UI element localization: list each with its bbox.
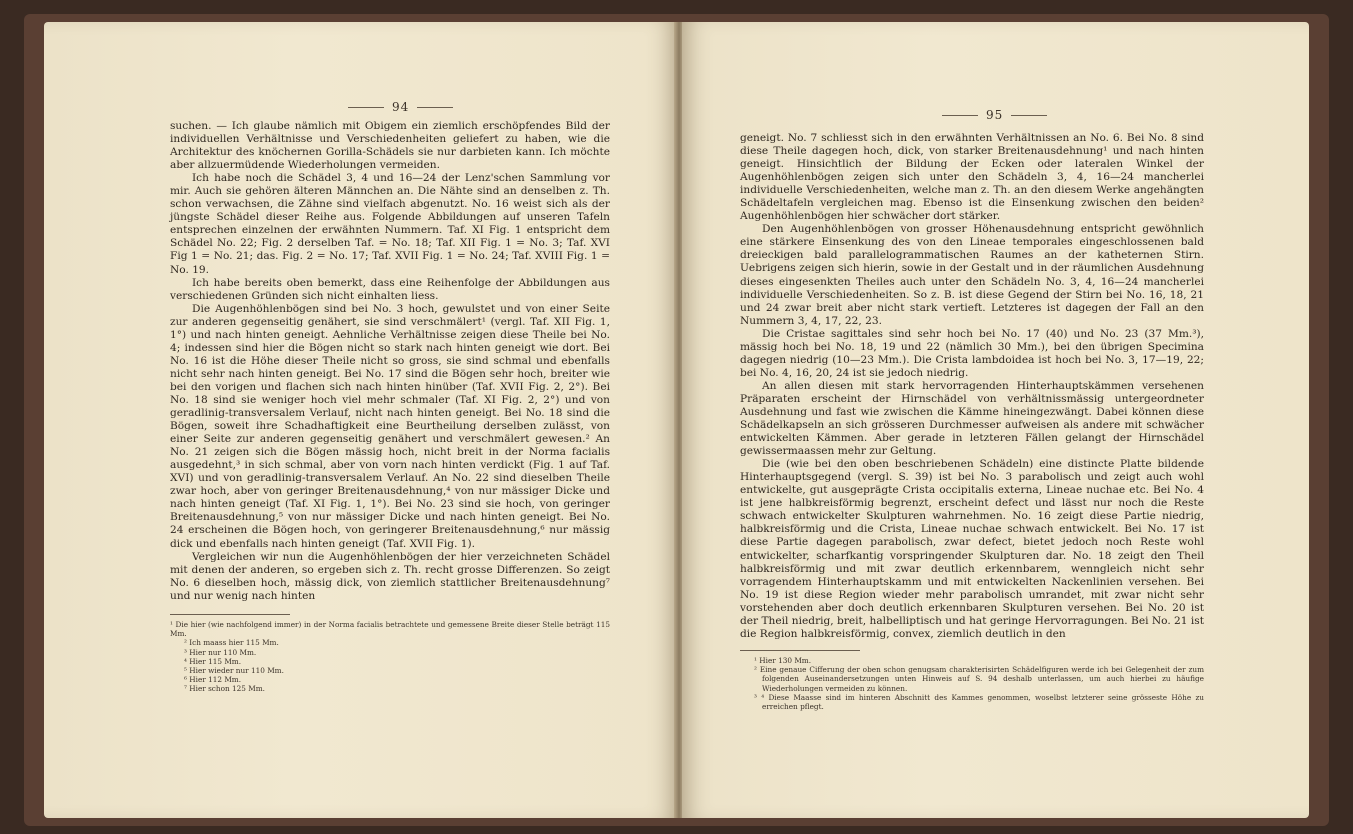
book-spread — [24, 14, 1329, 826]
right-page-body — [740, 132, 1204, 641]
footnote: ⁴ Hier 115 Mm. — [184, 656, 242, 666]
paragraph: Die Augenhöhlenbögen sind bei No. 3 hoch, gewulstet und von einer Seite zur anderen gegenseitig genähert, sie sind verschmälert¹ (vergl. Taf. XII Fig. 1, 1°) und nach hinten geneigt. Aehnliche Verhältnisse zeigen diese Theile bei No. 4; indessen sind hier die Bögen nicht so stark nach hinten geneigt wie dort. Bei No. 16 ist die Höhe dieser Theile nicht so gross, sie sind schmal und ebenfalls nicht sehr nach hinten geneigt. Bei No. 17 sind die Bögen sehr hoch, breiter wie bei den vorigen und flachen sich nach hinten hinüber (Taf. XVII Fig. 2, 2°). Bei No. 18 sind sie weniger hoch viel mehr schmaler (Taf. XI Fig. 2, 2°) und von geradlinig-transversalem Verlauf, nicht nach hinten geneigt. Bei No. 18 sind die Bögen, soweit ihre Schadhaftigkeit eine Beurtheilung derselben zulässt, von einer Seite zur anderen gegenseitig genähert und verschmälert gewesen.² An No. 21 zeigen sich die Bögen mässig hoch, nicht breit in der Norma facialis ausgedehnt,³ in sich schmal, aber von vorn nach hinten verdickt (Fig. 1 auf Taf. XVI) und von geradlinig-transversalem Verlauf. An No. 22 sind dieselben Theile zwar hoch, aber von geringer Breitenausdehnung,⁴ von nur mässiger Dicke und nach hinten geneigt (Taf. XI Fig. 1, 1°). Bei No. 23 sind sie hoch, von geringer Breitenausdehnung,⁵ von nur mässiger Dicke und nach hinten geneigt. Bei No. 24 erscheinen die Bögen hoch, von geringerer Breitenausdehnung,⁶ nur mässig dick und ebenfalls nach hinten geneigt (Taf. XVII Fig. 1). — [170, 302, 610, 550]
paragraph: Den Augenhöhlenbögen von grosser Höhenausdehnung entspricht gewöhnlich eine stärkere Einsenkung des von den Lineae temporales eingeschlossenen bald dreieckigen bald parallelogrammatischen Raumes an der katheternen Stirn. Uebrigens zeigen sich hierin, sowie in der Gestalt und in der räumlichen Ausdehnung dieses eingesenkten Theiles auch unter den Schädeln No. 3, 4, 16—24 mancherlei individuelle Verschiedenheiten. So z. B. ist diese Gegend der Stirn bei No. 16, 18, 21 und 24 zwar breit aber nicht stark vertieft. Letzteres ist dagegen der Fall an den Nummern 3, 4, 17, 22, 23. — [740, 223, 1204, 327]
paragraph: geneigt. No. 7 schliesst sich in den erwähnten Verhältnissen an No. 6. Bei No. 8 sind diese Theile dagegen hoch, dick, von starker Breitenausdehnung¹ und nach hinten geneigt. Hinsichtlich der Bildung der Ecken oder lateralen Winkel der Augenhöhlenbögen zeigen sich unter den Schädeln 3, 4, 16—24 mancherlei individuelle Verschiedenheiten, welche man z. Th. an den diesem Werke angehängten Schädeltafeln vergleichen mag. Ebenso ist die Einsenkung zwischen den beiden² Augenhöhlenbögen hier schwächer dort stärker. — [740, 132, 1204, 223]
footnote: ³ Hier nur 110 Mm. — [184, 647, 257, 657]
paragraph: Die (wie bei den oben beschriebenen Schädeln) eine distincte Platte bildende Hinterhauptsgegend (vergl. S. 39) ist bei No. 3 parabolisch und zeigt auch wohl entwickelte, gut ausgeprägte Crista occipitalis externa, Lineae nuchae etc. Bei No. 4 ist jene halbkreisförmig begrenzt, erscheint defect und lässt nur noch die Reste schwach entwickelter Skulpturen wahrnehmen. No. 16 zeigt diese Partie niedrig, halbkreisförmig und die Crista, Lineae nuchae schwach entwickelt. Bei No. 17 ist diese Partie dagegen parabolisch, zwar defect, bietet jedoch noch Reste wohl entwickelter, scharfkantig vorspringender Skulpturen dar. No. 18 zeigt den Theil halbkreisförmig und mit zwar deutlich erkennbarem, wenngleich nicht sehr vorragendem Hinterhauptskamm und mit entwickelten Nackenlinien versehen. Bei No. 19 ist diese Region wieder mehr parabolisch umrandet, mit zwar nicht sehr vorstehenden aber doch deutlich erkennbaren Skulpturen versehen. Bei No. 20 ist der Theil niedrig, breit, halbelliptisch und hat geringe Hervorragungen. Bei No. 21 ist die Region halbkreisförmig, convex, ziemlich deutlich in den — [740, 458, 1204, 640]
page-number-left: 94 — [340, 100, 461, 114]
footnote: ¹ Hier 130 Mm. — [754, 656, 812, 665]
footnote: ⁷ Hier schon 125 Mm. — [184, 684, 265, 694]
right-footnotes — [740, 656, 1204, 711]
footnote: ⁵ Hier wieder nur 110 Mm. — [184, 666, 284, 676]
paragraph: Ich habe noch die Schädel 3, 4 und 16—24 der Lenz'schen Sammlung vor mir. Auch sie gehören älteren Männchen an. Die Nähte sind an denselben z. Th. schon verwachsen, die Zähne sind vielfach abgenutzt. No. 16 weist sich als der jüngste Schädel dieser Reihe aus. Folgende Abbildungen auf unseren Tafeln entsprechen einzelnen der erwähnten Nummern. Taf. XI Fig. 1 entspricht dem Schädel No. 22; Fig. 2 derselben Taf. = No. 18; Taf. XII Fig. 1 = No. 3; Taf. XVI Fig 1 = No. 21; das. Fig. 2 = No. 17; Taf. XVII Fig. 1 = No. 24; Taf. XVIII Fig. 1 = No. 19. — [170, 172, 610, 276]
page-number-right: 95 — [934, 108, 1055, 122]
footnote-rule — [170, 614, 290, 615]
paragraph: Ich habe bereits oben bemerkt, dass eine Reihenfolge der Abbildungen aus verschiedenen Gründen sich nicht einhalten liess. — [170, 276, 610, 302]
paragraph: Vergleichen wir nun die Augenhöhlenbögen der hier verzeichneten Schädel mit denen der anderen, so ergeben sich z. Th. recht grosse Differenzen. So zeigt No. 6 dieselben hoch, mässig dick, von ziemlich stattlicher Breitenausdehnung⁷ und nur wenig nach hinten — [170, 550, 610, 602]
left-footnotes — [170, 620, 610, 694]
right-page — [682, 22, 1309, 818]
footnote: ¹ Die hier (wie nachfolgend immer) in der Norma facialis betrachtete und gemessene Breite dieser Stelle beträgt 115 Mm. — [170, 620, 610, 639]
footnote: ² Ich maass hier 115 Mm. — [184, 638, 279, 648]
paragraph: Die Cristae sagittales sind sehr hoch bei No. 17 (40) und No. 23 (37 Mm.³), mässig hoch bei No. 18, 19 und 22 (nämlich 30 Mm.), bei den übrigen Specimina dagegen niedrig (10—23 Mm.). Die Crista lambdoidea ist hoch bei No. 3, 17—19, 22; bei No. 4, 16, 20, 24 ist sie jedoch niedrig. — [740, 327, 1204, 379]
paragraph: An allen diesen mit stark hervorragenden Hinterhauptskämmen versehenen Präparaten erscheint der Hirnschädel von verhältnissmässig untergeordneter Ausdehnung und fast wie zwischen die Kämme hineingezwängt. Dabei können diese Schädelkapseln an sich grösseren Durchmesser aufweisen als andere mit schwächer entwickelten Kämmen. Aber gerade in letzteren Fällen gelangt der Hirnschädel gewissermaassen mehr zur Geltung. — [740, 379, 1204, 458]
footnote: ² Eine genaue Cifferung der oben schon genugsam charakterisirten Schädelfiguren werde ich bei Gelegenheit der zum folgenden Auseinandersetzungen unten Hinweis auf S. 94 deshalb unterlassen, um auch hierbei zu häufige Wiederholungen vermeiden zu können. — [754, 665, 1204, 693]
footnote: ³ ⁴ Diese Maasse sind im hinteren Abschnitt des Kammes genommen, woselbst letzterer seine grösseste Höhe zu erreichen pflegt. — [754, 692, 1204, 712]
left-page-body — [170, 120, 610, 603]
paragraph: suchen. — Ich glaube nämlich mit Obigem ein ziemlich erschöpfendes Bild der individuellen Verhältnisse und Verschiedenheiten geliefert zu haben, wie die Architektur des knöchernen Gorilla-Schädels sie nur darbieten kann. Ich möchte aber allzuermüdende Wiederholungen vermeiden. — [170, 120, 610, 172]
left-page — [44, 22, 676, 818]
footnote: ⁶ Hier 112 Mm. — [184, 675, 242, 685]
footnote-rule — [740, 650, 860, 651]
